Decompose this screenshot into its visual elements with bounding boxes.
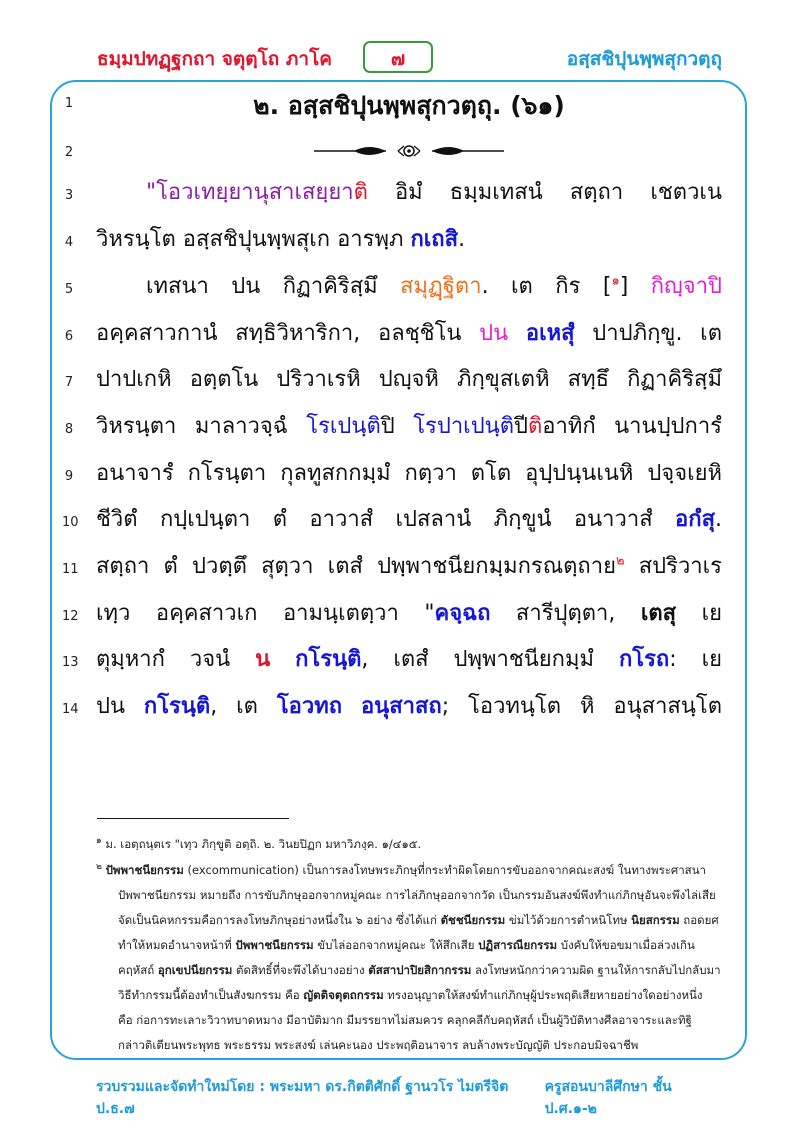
line-number: 2 bbox=[64, 145, 74, 160]
line-number: 11 bbox=[62, 562, 79, 577]
header-story-title: อสฺสชิปุนพฺพสุกวตฺถุ bbox=[566, 48, 722, 70]
ornament-divider-icon bbox=[314, 140, 504, 162]
body-line-13: ตุมฺหากํ วจนํ น กโรนฺติ, เตสํ ปพฺพาชนียกมฺมํ กโรถ: เย bbox=[96, 647, 722, 672]
body-line-3: "โอวเทยฺยานุสาเสยฺยาติ อิมํ ธมฺมเทสนํ สตฺถา เชตวเน bbox=[146, 180, 722, 205]
line-number: 1 bbox=[64, 96, 74, 111]
body-line-5: เทสนา ปน กิฏาคิริสฺมึ สมุฏฺฐิตา. เต กิร [$^๑$] กิญฺจาปิ bbox=[146, 273, 723, 299]
line-number: 5 bbox=[64, 282, 74, 297]
line-number: 4 bbox=[64, 235, 74, 250]
footnote-2: $^๒$ ปัพพาชนียกรรม (excommunication) เป็นการลงโทษพระภิกษุที่กระทำผิดโดยการขับออกจากคณะสงฆ์ ในทางพระศาสนา bbox=[96, 862, 707, 877]
footnote-2-line: จัดเป็นนิคหกรรมคือการลงโทษภิกษุอย่างหนึ่งใน ๖ อย่าง ซึ่งได้แก่ ตัชชนียกรรม ข่มไว้ด้วยการตำหนิโทษ นิยสกรรม ถอดยศ bbox=[118, 913, 719, 927]
line-number: 13 bbox=[62, 655, 79, 670]
footnote-divider bbox=[97, 818, 289, 819]
footer-course: ครูสอนบาลีศึกษา ชั้น ป.ศ.๑-๒ bbox=[544, 1079, 672, 1117]
footer-compiler: รวบรวมและจัดทำใหม่โดย : พระมหา ดร.กิตติศักดิ์ ฐานวโร ไมตรีจิต ป.ธ.๗ bbox=[96, 1079, 509, 1117]
line-number: 8 bbox=[64, 422, 74, 437]
line-number: 6 bbox=[64, 329, 74, 344]
body-line-9: อนาจารํ กโรนฺตา กุลทูสกกมฺมํ กตฺวา ตโต อุปฺปนฺนเนหิ ปจฺจเยหิ bbox=[96, 461, 722, 486]
line-number: 10 bbox=[62, 515, 79, 530]
body-line-12: เทฺว อคฺคสาวเก อามนฺเตตฺวา "คจฺฉถ สารีปุตฺตา, เตสุ เย bbox=[96, 601, 722, 626]
footnote-2-line: คือ ก่อการทะเลาะวิวาทบาดหมาง มีอาบัติมาก มีมรรยาทไม่สมควร คลุกคลีกับคฤหัสถ์ เป็นผู้วิบัติทางศีลอาจาระและทิฐิ bbox=[118, 1013, 692, 1027]
footnote-1: $^๑$ ม. เอตฺถนฺตเร "เทฺว ภิกฺขูติ อตฺถิ. ๒. วินยปิฏก มหาวิภงฺค. ๑/๔๑๕. bbox=[96, 836, 422, 851]
body-line-6: อคฺคสาวกานํ สทฺธิวิหาริกา, อลชฺชิโน ปน อเหสุํ ปาปภิกฺขู. เต bbox=[96, 321, 722, 346]
line-number: 3 bbox=[64, 188, 74, 203]
line-number: 9 bbox=[64, 469, 74, 484]
line-number: 12 bbox=[62, 609, 79, 624]
body-line-4: วิหรนฺโต อสฺสชิปุนพฺพสุเก อารพฺภ กเถสิ. bbox=[96, 227, 466, 252]
footnote-2-line: คฤหัสถ์ อุกเขปนียกรรม ตัดสิทธิ์ที่จะพึงได้บางอย่าง ตัสสาปาปิยสิกากรรม ลงโทษหนักกว่าความผิด ฐานให้การกลับไปกลับมา bbox=[118, 963, 721, 977]
body-line-7: ปาปเกหิ อตฺตโน ปริวาเรหิ ปญฺจหิ ภิกฺขุสเตหิ สทฺธึ กิฏาคิริสฺมึ bbox=[96, 367, 722, 392]
page-footer bbox=[96, 1076, 726, 1120]
footnote-2-line: ปัพพาชนียกรรม หมายถึง การขับภิกษุออกจากหมู่คณะ การไล่ภิกษุออกจากวัด เป็นกรรมอันสงฆ์พึงทำแก่ภิกษุอันจะพึงไล่เสีย bbox=[118, 888, 716, 902]
body-line-10: ชีวิตํ กปฺเปนฺตา ตํ อาวาสํ เปสลานํ ภิกฺขูนํ อนาวาสํ อกํสุ. bbox=[96, 507, 722, 532]
body-line-14: ปน กโรนฺติ, เต โอวทถ อนุสาสถ; โอวทนฺโต หิ อนุสาสนฺโต bbox=[96, 694, 722, 719]
page-number-badge: ๗ bbox=[363, 41, 433, 73]
footnote-2-line: กล่าวติเตียนพระพุทธ พระธรรม พระสงฆ์ เล่นคะนอง ประพฤติอนาจาร ลบล้างพระบัญญัติ ประกอบมิจฉาชีพ bbox=[118, 1038, 639, 1052]
footnote-2-line: วิธีทำกรรมนี้ต้องทำเป็นสังฆกรรม คือ ญัตติจตุตถกรรม ทรงอนุญาตให้สงฆ์ทำแก่ภิกษุผู้ประพฤติเสียหายอย่างใดอย่างหนึ่ง bbox=[118, 988, 703, 1002]
body-line-11: สตฺถา ตํ ปวตฺตึ สุตฺวา เตสํ ปพฺพาชนียกมฺมกรณตฺถาย$^๒$ สปริวาเร bbox=[96, 553, 722, 579]
line-number: 14 bbox=[62, 702, 79, 717]
story-title: ๒. อสฺสชิปุนพฺพสุกวตฺถุ. (๖๑) bbox=[253, 91, 565, 120]
body-line-8: วิหรนฺตา มาลาวจฺฉํ โรเปนฺติปิ โรปาเปนฺติปีติอาทิกํ นานปฺปการํ bbox=[96, 414, 722, 439]
line-number: 7 bbox=[64, 375, 74, 390]
header-book-title: ธมฺมปทฏฺฐกถา จตุตฺโถ ภาโค bbox=[97, 48, 333, 70]
footnote-2-line: ทำให้หมดอำนาจหน้าที่ ปัพพาชนียกรรม ขับไล่ออกจากหมู่คณะ ให้สึกเสีย ปฏิสารณียกรรม บังคับให้ขอขมาเมื่อล่วงเกิน bbox=[118, 938, 695, 952]
